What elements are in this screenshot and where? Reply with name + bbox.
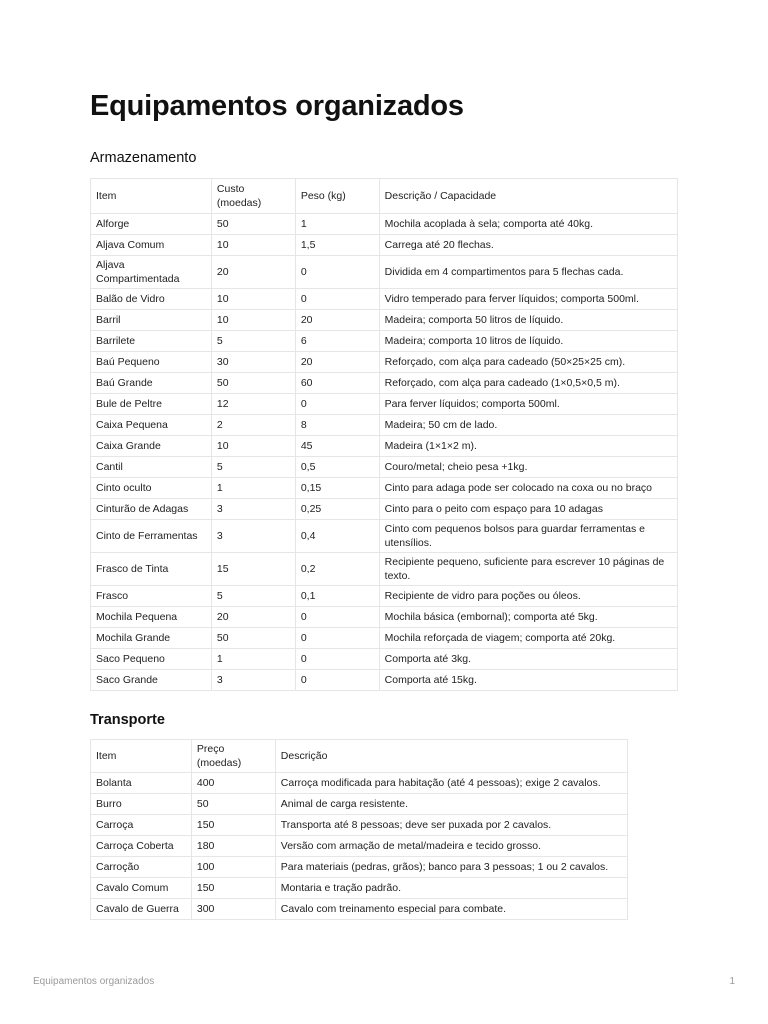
column-header-weight: Peso (kg) bbox=[295, 179, 379, 214]
weight-cell: 1,5 bbox=[295, 235, 379, 256]
item-cell: Cinturão de Adagas bbox=[91, 499, 212, 520]
column-header-item: Item bbox=[91, 740, 192, 773]
description-cell: Dividida em 4 compartimentos para 5 flechas cada. bbox=[379, 256, 677, 289]
cost-cell: 10 bbox=[211, 310, 295, 331]
weight-cell: 0 bbox=[295, 289, 379, 310]
cost-cell: 30 bbox=[211, 352, 295, 373]
description-cell: Mochila reforçada de viagem; comporta até 20kg. bbox=[379, 628, 677, 649]
cost-cell: 5 bbox=[211, 586, 295, 607]
item-cell: Cinto oculto bbox=[91, 478, 212, 499]
column-header-description: Descrição / Capacidade bbox=[379, 179, 677, 214]
item-cell: Caixa Grande bbox=[91, 436, 212, 457]
description-cell: Comporta até 15kg. bbox=[379, 670, 677, 691]
item-cell: Carroça Coberta bbox=[91, 836, 192, 857]
description-cell: Cinto para adaga pode ser colocado na coxa ou no braço bbox=[379, 478, 677, 499]
table-row bbox=[91, 857, 628, 878]
weight-cell: 0 bbox=[295, 607, 379, 628]
page-number: 1 bbox=[729, 976, 735, 987]
item-cell: Caixa Pequena bbox=[91, 415, 212, 436]
cost-cell: 5 bbox=[211, 457, 295, 478]
item-cell: Bule de Peltre bbox=[91, 394, 212, 415]
item-cell: Cinto de Ferramentas bbox=[91, 520, 212, 553]
description-cell: Mochila básica (embornal); comporta até 5kg. bbox=[379, 607, 677, 628]
cost-cell: 10 bbox=[211, 289, 295, 310]
weight-cell: 60 bbox=[295, 373, 379, 394]
table-row bbox=[91, 553, 678, 586]
weight-cell: 20 bbox=[295, 352, 379, 373]
weight-cell: 0,4 bbox=[295, 520, 379, 553]
cost-cell: 3 bbox=[211, 520, 295, 553]
table-row bbox=[91, 289, 678, 310]
weight-cell: 0,5 bbox=[295, 457, 379, 478]
weight-cell: 0,2 bbox=[295, 553, 379, 586]
weight-cell: 0,1 bbox=[295, 586, 379, 607]
column-header-item: Item bbox=[91, 179, 212, 214]
item-cell: Barrilete bbox=[91, 331, 212, 352]
table-row bbox=[91, 331, 678, 352]
item-cell: Cantil bbox=[91, 457, 212, 478]
table-row bbox=[91, 586, 678, 607]
cost-cell: 1 bbox=[211, 649, 295, 670]
table-row bbox=[91, 628, 678, 649]
description-cell: Reforçado, com alça para cadeado (1×0,5×0,5 m). bbox=[379, 373, 677, 394]
table-row bbox=[91, 899, 628, 920]
table-row bbox=[91, 352, 678, 373]
table-row bbox=[91, 878, 628, 899]
description-cell: Animal de carga resistente. bbox=[275, 794, 627, 815]
description-cell: Recipiente pequeno, suficiente para escrever 10 páginas de texto. bbox=[379, 553, 677, 586]
description-cell: Para materiais (pedras, grãos); banco para 3 pessoas; 1 ou 2 cavalos. bbox=[275, 857, 627, 878]
weight-cell: 0,25 bbox=[295, 499, 379, 520]
price-cell: 180 bbox=[191, 836, 275, 857]
description-cell: Couro/metal; cheio pesa +1kg. bbox=[379, 457, 677, 478]
item-cell: Baú Grande bbox=[91, 373, 212, 394]
table-row bbox=[91, 235, 678, 256]
description-cell: Recipiente de vidro para poções ou óleos. bbox=[379, 586, 677, 607]
item-cell: Mochila Grande bbox=[91, 628, 212, 649]
weight-cell: 0 bbox=[295, 394, 379, 415]
page-title: Equipamentos organizados bbox=[90, 90, 464, 122]
item-cell: Alforge bbox=[91, 214, 212, 235]
description-cell: Transporta até 8 pessoas; deve ser puxada por 2 cavalos. bbox=[275, 815, 627, 836]
price-cell: 100 bbox=[191, 857, 275, 878]
table-row bbox=[91, 815, 628, 836]
weight-cell: 1 bbox=[295, 214, 379, 235]
item-cell: Barril bbox=[91, 310, 212, 331]
table-row bbox=[91, 836, 628, 857]
item-cell: Carroção bbox=[91, 857, 192, 878]
description-cell: Carrega até 20 flechas. bbox=[379, 235, 677, 256]
item-cell: Burro bbox=[91, 794, 192, 815]
cost-cell: 50 bbox=[211, 373, 295, 394]
footer-title: Equipamentos organizados bbox=[33, 976, 155, 987]
price-cell: 50 bbox=[191, 794, 275, 815]
cost-cell: 5 bbox=[211, 331, 295, 352]
description-cell: Cinto para o peito com espaço para 10 adagas bbox=[379, 499, 677, 520]
price-cell: 150 bbox=[191, 815, 275, 836]
cost-cell: 3 bbox=[211, 670, 295, 691]
item-cell: Frasco de Tinta bbox=[91, 553, 212, 586]
weight-cell: 45 bbox=[295, 436, 379, 457]
price-cell: 150 bbox=[191, 878, 275, 899]
cost-cell: 10 bbox=[211, 235, 295, 256]
weight-cell: 0 bbox=[295, 649, 379, 670]
table-row bbox=[91, 607, 678, 628]
description-cell: Versão com armação de metal/madeira e tecido grosso. bbox=[275, 836, 627, 857]
item-cell: Carroça bbox=[91, 815, 192, 836]
item-cell: Cavalo Comum bbox=[91, 878, 192, 899]
table-row bbox=[91, 773, 628, 794]
weight-cell: 0 bbox=[295, 256, 379, 289]
storage-table bbox=[90, 178, 678, 691]
item-cell: Saco Grande bbox=[91, 670, 212, 691]
description-cell: Montaria e tração padrão. bbox=[275, 878, 627, 899]
description-cell: Mochila acoplada à sela; comporta até 40kg. bbox=[379, 214, 677, 235]
description-cell: Madeira; 50 cm de lado. bbox=[379, 415, 677, 436]
table-row bbox=[91, 520, 678, 553]
item-cell: Baú Pequeno bbox=[91, 352, 212, 373]
description-cell: Madeira; comporta 10 litros de líquido. bbox=[379, 331, 677, 352]
item-cell: Balão de Vidro bbox=[91, 289, 212, 310]
section-heading-storage: Armazenamento bbox=[90, 150, 197, 166]
cost-cell: 2 bbox=[211, 415, 295, 436]
table-header-row bbox=[91, 740, 628, 773]
table-row bbox=[91, 256, 678, 289]
table-row bbox=[91, 794, 628, 815]
description-cell: Madeira (1×1×2 m). bbox=[379, 436, 677, 457]
description-cell: Para ferver líquidos; comporta 500ml. bbox=[379, 394, 677, 415]
table-row bbox=[91, 214, 678, 235]
cost-cell: 3 bbox=[211, 499, 295, 520]
column-header-cost: Custo (moedas) bbox=[211, 179, 295, 214]
weight-cell: 0 bbox=[295, 670, 379, 691]
weight-cell: 8 bbox=[295, 415, 379, 436]
cost-cell: 50 bbox=[211, 214, 295, 235]
table-row bbox=[91, 457, 678, 478]
weight-cell: 20 bbox=[295, 310, 379, 331]
table-row bbox=[91, 649, 678, 670]
table-row bbox=[91, 394, 678, 415]
item-cell: Cavalo de Guerra bbox=[91, 899, 192, 920]
item-cell: Aljava Compartimentada bbox=[91, 256, 212, 289]
description-cell: Carroça modificada para habitação (até 4 pessoas); exige 2 cavalos. bbox=[275, 773, 627, 794]
cost-cell: 50 bbox=[211, 628, 295, 649]
description-cell: Reforçado, com alça para cadeado (50×25×25 cm). bbox=[379, 352, 677, 373]
table-row bbox=[91, 415, 678, 436]
cost-cell: 15 bbox=[211, 553, 295, 586]
item-cell: Saco Pequeno bbox=[91, 649, 212, 670]
table-row bbox=[91, 670, 678, 691]
description-cell: Cinto com pequenos bolsos para guardar ferramentas e utensílios. bbox=[379, 520, 677, 553]
table-row bbox=[91, 478, 678, 499]
description-cell: Vidro temperado para ferver líquidos; comporta 500ml. bbox=[379, 289, 677, 310]
cost-cell: 20 bbox=[211, 607, 295, 628]
table-row bbox=[91, 310, 678, 331]
table-row bbox=[91, 499, 678, 520]
cost-cell: 10 bbox=[211, 436, 295, 457]
section-heading-transport: Transporte bbox=[90, 712, 165, 728]
item-cell: Frasco bbox=[91, 586, 212, 607]
item-cell: Bolanta bbox=[91, 773, 192, 794]
description-cell: Madeira; comporta 50 litros de líquido. bbox=[379, 310, 677, 331]
table-row bbox=[91, 436, 678, 457]
cost-cell: 12 bbox=[211, 394, 295, 415]
weight-cell: 0,15 bbox=[295, 478, 379, 499]
cost-cell: 1 bbox=[211, 478, 295, 499]
weight-cell: 6 bbox=[295, 331, 379, 352]
table-header-row bbox=[91, 179, 678, 214]
description-cell: Cavalo com treinamento especial para combate. bbox=[275, 899, 627, 920]
price-cell: 400 bbox=[191, 773, 275, 794]
description-cell: Comporta até 3kg. bbox=[379, 649, 677, 670]
item-cell: Aljava Comum bbox=[91, 235, 212, 256]
transport-table bbox=[90, 739, 628, 920]
table-row bbox=[91, 373, 678, 394]
price-cell: 300 bbox=[191, 899, 275, 920]
item-cell: Mochila Pequena bbox=[91, 607, 212, 628]
cost-cell: 20 bbox=[211, 256, 295, 289]
weight-cell: 0 bbox=[295, 628, 379, 649]
column-header-description: Descrição bbox=[275, 740, 627, 773]
column-header-price: Preço (moedas) bbox=[191, 740, 275, 773]
